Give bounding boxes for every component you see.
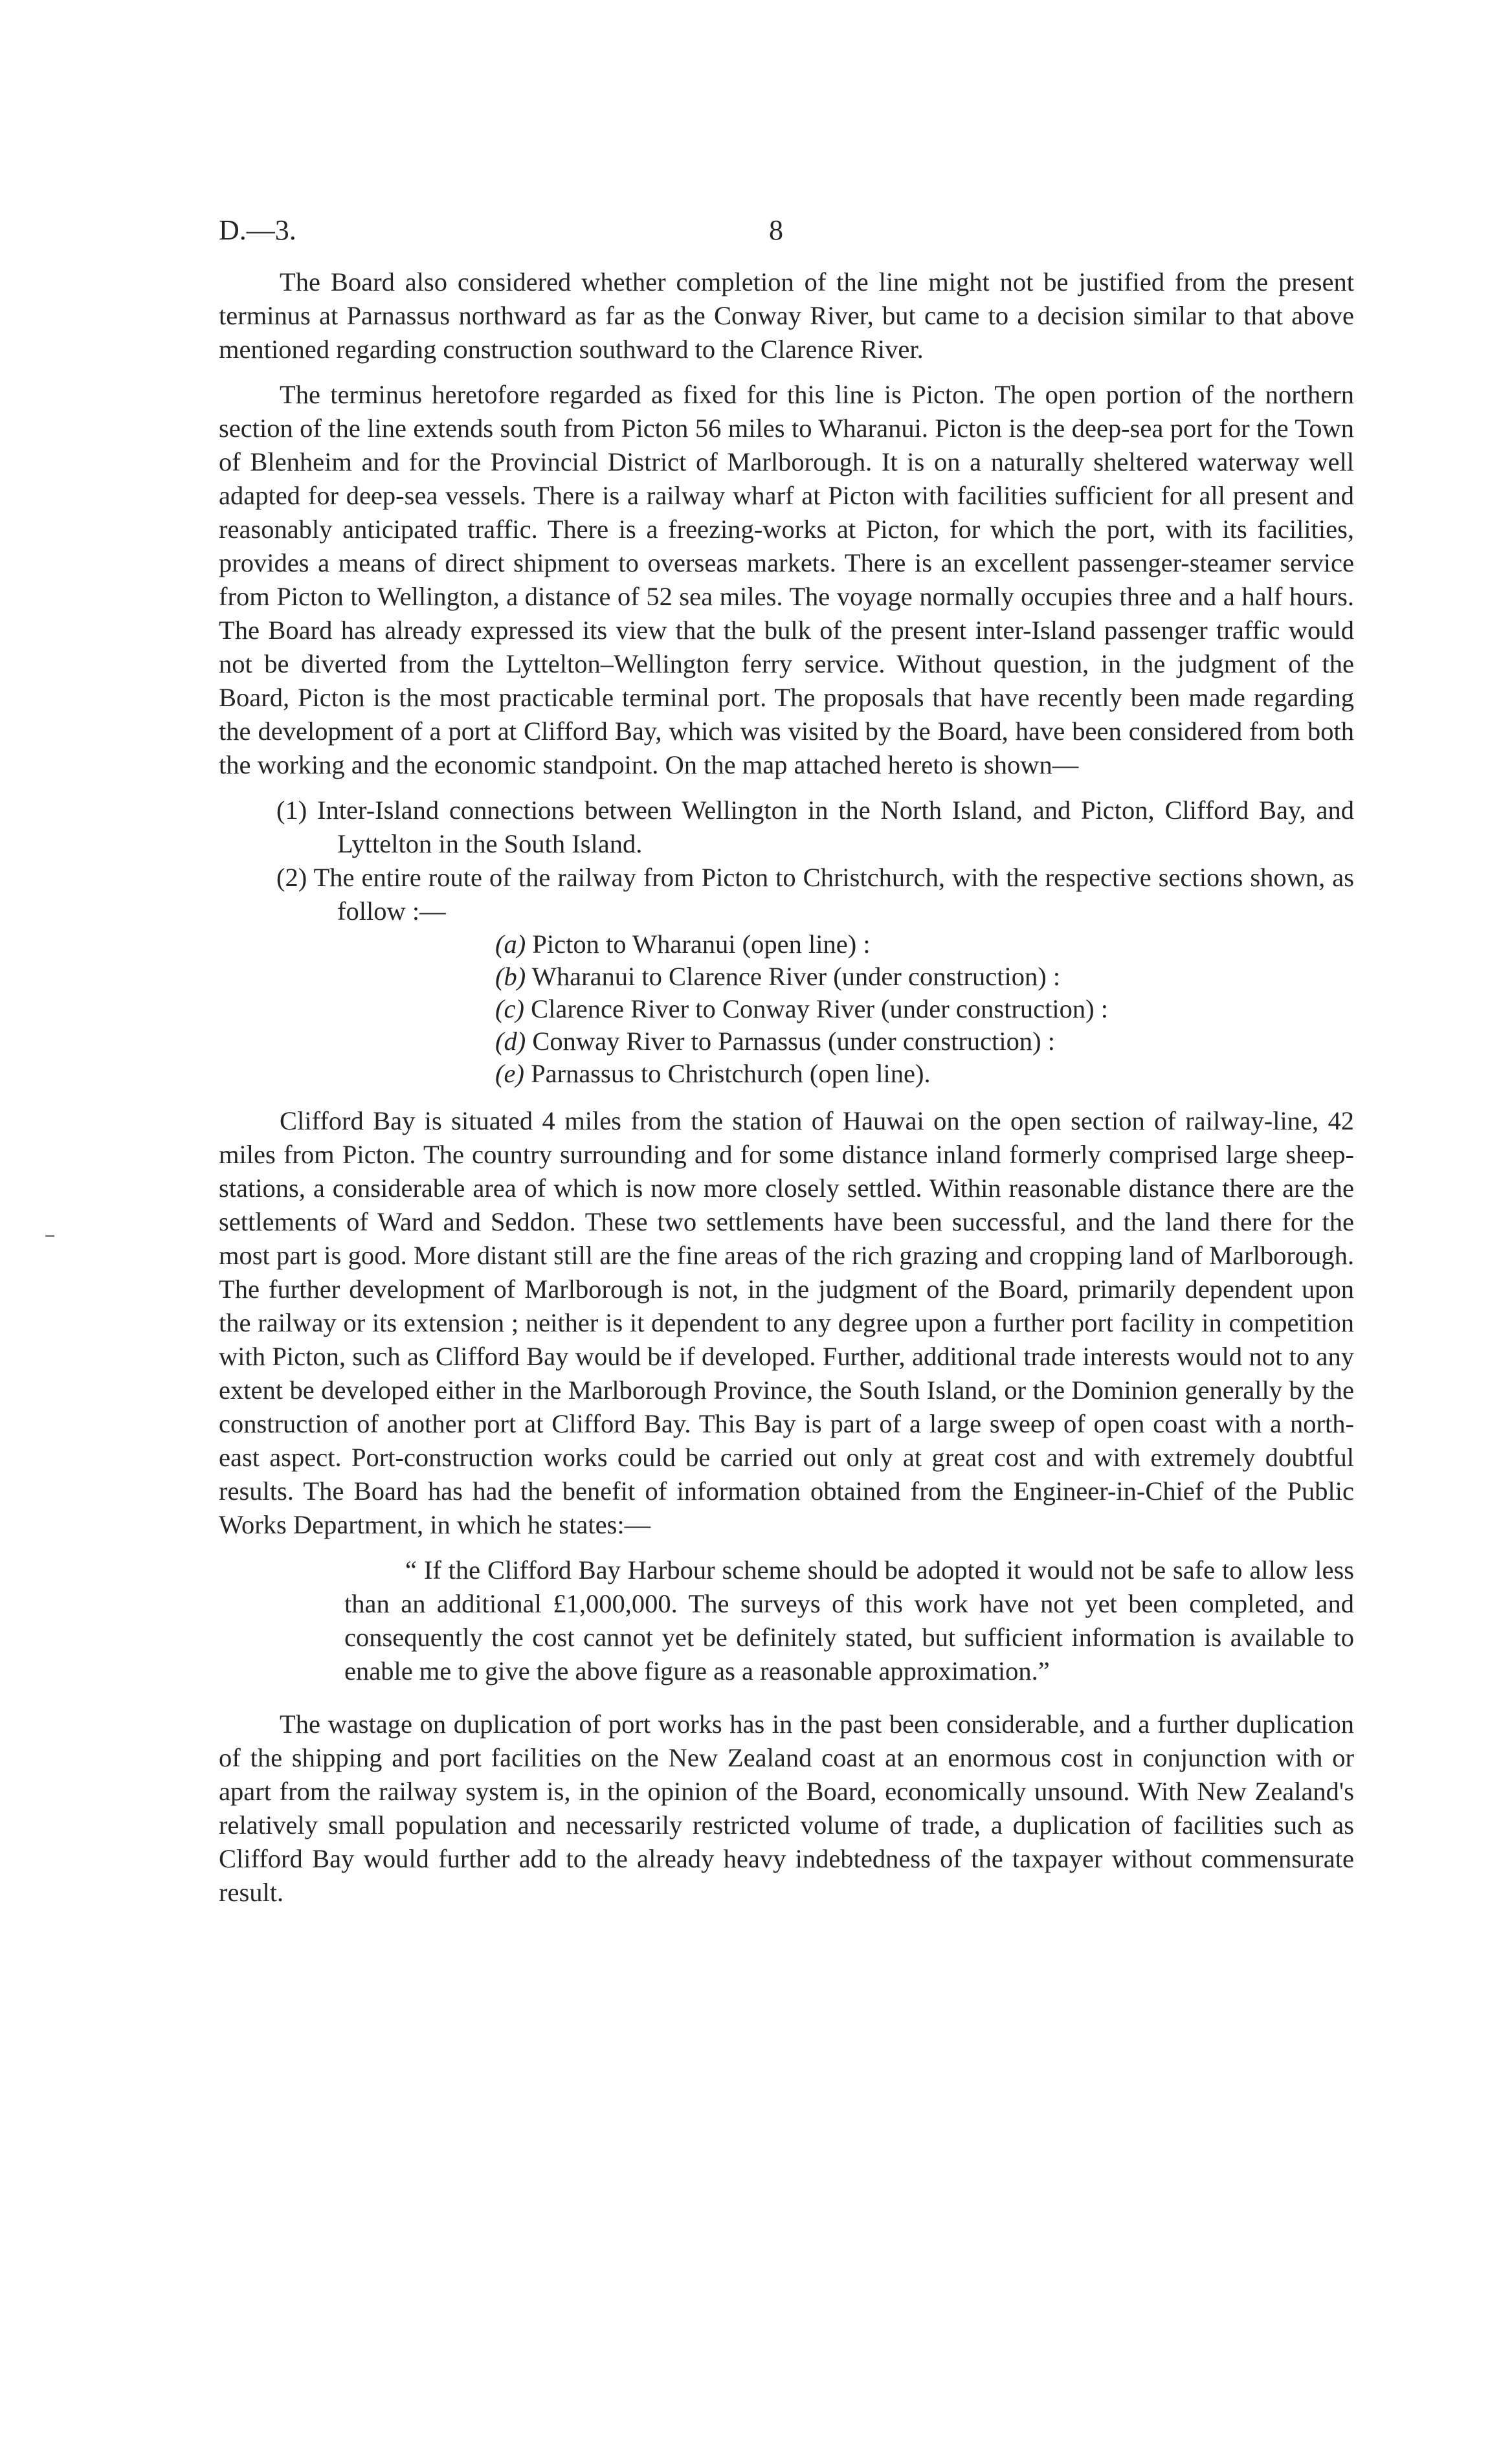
list-item [219, 861, 1354, 928]
paragraph-conway-river: The Board also considered whether completion of the line might not be justified from the present terminus at Parnassus northward as far as the Conway River, but came to a decision similar to that above mentioned regarding construction southward to the Clarence River. [219, 267, 1354, 364]
section-text: Clarence River to Conway River (under construction) : [531, 994, 1108, 1023]
paragraph-picton-terminus: The terminus heretofore regarded as fixed for this line is Picton. The open portion of the northern section of the line extends south from Picton 56 miles to Wharanui. Picton is the deep-sea port for the Town of Blenheim and for the Provincial District of Marlborough. It is on a naturally sheltered waterway well adapted for deep-sea vessels. There is a railway wharf at Picton with facilities sufficient for all present and reasonably anticipated traffic. There is a freezing-works at Picton, for which the port, with its facilities, provides a means of direct shipment to overseas markets. There is an excellent passenger-steamer service from Picton to Wellington, a distance of 52 sea miles. The voyage normally occupies three and a half hours. The Board has already expressed its view that the bulk of the present inter-Island passenger traffic would not be diverted from the Lyttelton–Wellington ferry service. Without question, in the judgment of the Board, Picton is the most practicable terminal port. The proposals that have recently been made regarding the development of a port at Clifford Bay, which was visited by the Board, have been considered from both the working and the economic standpoint. On the map attached hereto is shown— [219, 380, 1354, 779]
page-number: 8 [769, 214, 783, 246]
margin-mark [45, 1235, 54, 1237]
quote-text: “ If the Clifford Bay Harbour scheme should be adopted it would not be safe to allow less than an additional £1,000,000. The surveys of this work have not yet been completed, and consequently the cost cannot yet be definitely stated, but sufficient information is available to enable me to give the above figure as a reasonable approximation.” [344, 1555, 1354, 1686]
paragraph-wastage: The wastage on duplication of port works has in the past been considerable, and a further duplication of the shipping and port facilities on the New Zealand coast at an enormous cost in conjunction with or apart from the railway system is, in the opinion of the Board, economically unsound. With New Zealand's relatively small population and necessarily restricted volume of trade, a duplication of facilities such as Clifford Bay would further add to the already heavy indebtedness of the taxpayer without commensurate result. [219, 1709, 1354, 1907]
list-item-number: (1) [276, 796, 307, 825]
list-item-text: The entire route of the railway from Picton to Christchurch, with the respective sections shown, as follow :— [313, 863, 1354, 926]
route-sections-list [219, 928, 1354, 1090]
page-header [219, 214, 1354, 252]
route-section-item [495, 928, 1354, 961]
section-text: Conway River to Parnassus (under construction) : [532, 1027, 1055, 1056]
section-text: Wharanui to Clarence River (under construction) : [531, 962, 1061, 991]
list-item-number: (2) [276, 863, 307, 892]
section-letter: (a) [495, 929, 526, 959]
route-section-item [495, 993, 1354, 1025]
section-letter: (d) [495, 1027, 526, 1056]
section-letter: (b) [495, 962, 526, 991]
route-section-item [495, 961, 1354, 993]
document-body [219, 265, 1354, 1921]
document-code: D.—3. [219, 214, 296, 246]
route-section-item [495, 1058, 1354, 1090]
list-item [219, 794, 1354, 861]
paragraph-clifford-bay: Clifford Bay is situated 4 miles from the station of Hauwai on the open section of railway-line, 42 miles from Picton. The country surrounding and for some distance inland formerly comprised large sheep-stations, a considerable area of which is now more closely settled. Within reasonable distance there are the settlements of Ward and Seddon. These two settlements have been successful, and the land there for the most part is good. More distant still are the fine areas of the rich grazing and cropping land of Marlborough. The further development of Marlborough is not, in the judgment of the Board, primarily dependent upon the railway or its extension ; neither is it dependent to any degree upon a further port facility in competition with Picton, such as Clifford Bay would be if developed. Further, additional trade interests would not to any extent be developed either in the Marlborough Province, the South Island, or the Dominion generally by the construction of another port at Clifford Bay. This Bay is part of a large sweep of open coast with a north-east aspect. Port-construction works could be carried out only at great cost and with extremely doubtful results. The Board has had the benefit of information obtained from the Engineer-in-Chief of the Public Works Department, in which he states:— [219, 1106, 1354, 1539]
section-text: Picton to Wharanui (open line) : [532, 929, 871, 959]
map-contents-list [219, 794, 1354, 1090]
section-letter: (c) [495, 994, 524, 1023]
section-text: Parnassus to Christchurch (open line). [531, 1059, 931, 1088]
list-item-text: Inter-Island connections between Wellington in the North Island, and Picton, Clifford Bay, and Lyttelton in the South Island. [317, 796, 1355, 858]
section-letter: (e) [495, 1059, 524, 1088]
engineer-quote [344, 1553, 1354, 1688]
route-section-item [495, 1025, 1354, 1058]
